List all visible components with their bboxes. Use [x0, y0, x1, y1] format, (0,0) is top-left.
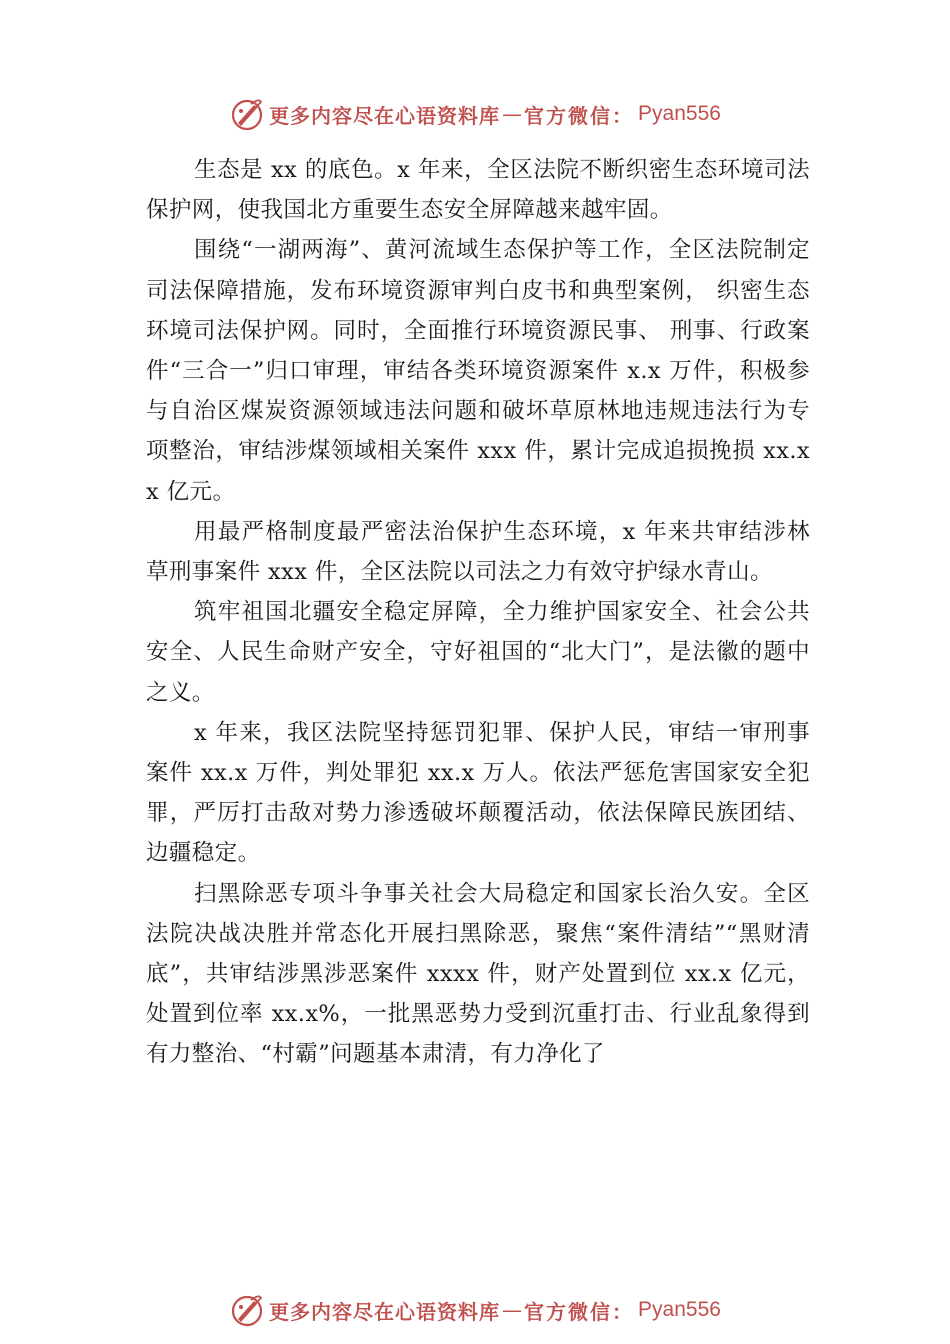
- paragraph-2: 围绕“一湖两海”、黄河流域生态保护等工作，全区法院制定司法保障措施，发布环境资源审判白皮书和典型案例， 织密生态环境司法保护网。同时，全面推行环境资源民事、 刑事、行政案件“三合一”归口审理，审结各类环境资源案件 x.x 万件，积极参与自治区煤炭资源领域违法问题和破坏草原林地违规违法行为专项整治，审结涉煤领域相关案件 xxx 件，累计完成追损挽损 xx.xx 亿元。: [146, 237, 810, 505]
- watermark-separator: —: [502, 102, 523, 126]
- watermark-label: 官方微信：: [524, 103, 635, 128]
- watermark-site-text: 更多内容尽在心语资料库: [269, 103, 501, 128]
- paragraph-1: 生态是 xx 的底色。x 年来，全区法院不断织密生态环境司法保护网，使我国北方重要生态安全屏障越来越牢固。: [146, 157, 810, 224]
- watermark-wechat-id: Pyan556: [638, 102, 721, 125]
- watermark-label: 官方微信：: [524, 1299, 635, 1324]
- paragraph-6: 扫黑除恶专项斗争事关社会大局稳定和国家长治久安。全区法院决战决胜并常态化开展扫黑除恶，聚焦“案件清结”“黑财清底”，共审结涉黑涉恶案件 xxxx 件，财产处置到位 xx.x 亿元，处置到位率 xx.x%，一批黑恶势力受到沉重打击、行业乱象得到有力整治、“村霸”问题基本肃清，有力净化了: [146, 880, 810, 1068]
- paragraph-5: x 年来，我区法院坚持惩罚犯罪、保护人民，审结一审刑事案件 xx.x 万件，判处罪犯 xx.x 万人。依法严惩危害国家安全犯罪，严厉打击敌对势力渗透破坏颠覆活动，依法保障民族团结、边疆稳定。: [146, 719, 810, 867]
- document-body: [146, 150, 810, 1075]
- watermark-separator: —: [502, 1298, 523, 1322]
- footer-watermark: [0, 1290, 950, 1330]
- paragraph-3: 用最严格制度最严密法治保护生态环境，x 年来共审结涉林草刑事案件 xxx 件，全区法院以司法之力有效守护绿水青山。: [146, 518, 810, 586]
- header-watermark: [0, 94, 950, 134]
- paragraph-4: 筑牢祖国北疆安全稳定屏障，全力维护国家安全、社会公共安全、人民生命财产安全，守好祖国的“北大门”，是法徽的题中之义。: [146, 599, 810, 706]
- quill-seal-icon: [229, 1292, 265, 1328]
- watermark-wechat-id: Pyan556: [638, 1298, 721, 1321]
- quill-seal-icon: [229, 96, 265, 132]
- watermark-site-text: 更多内容尽在心语资料库: [269, 1299, 501, 1324]
